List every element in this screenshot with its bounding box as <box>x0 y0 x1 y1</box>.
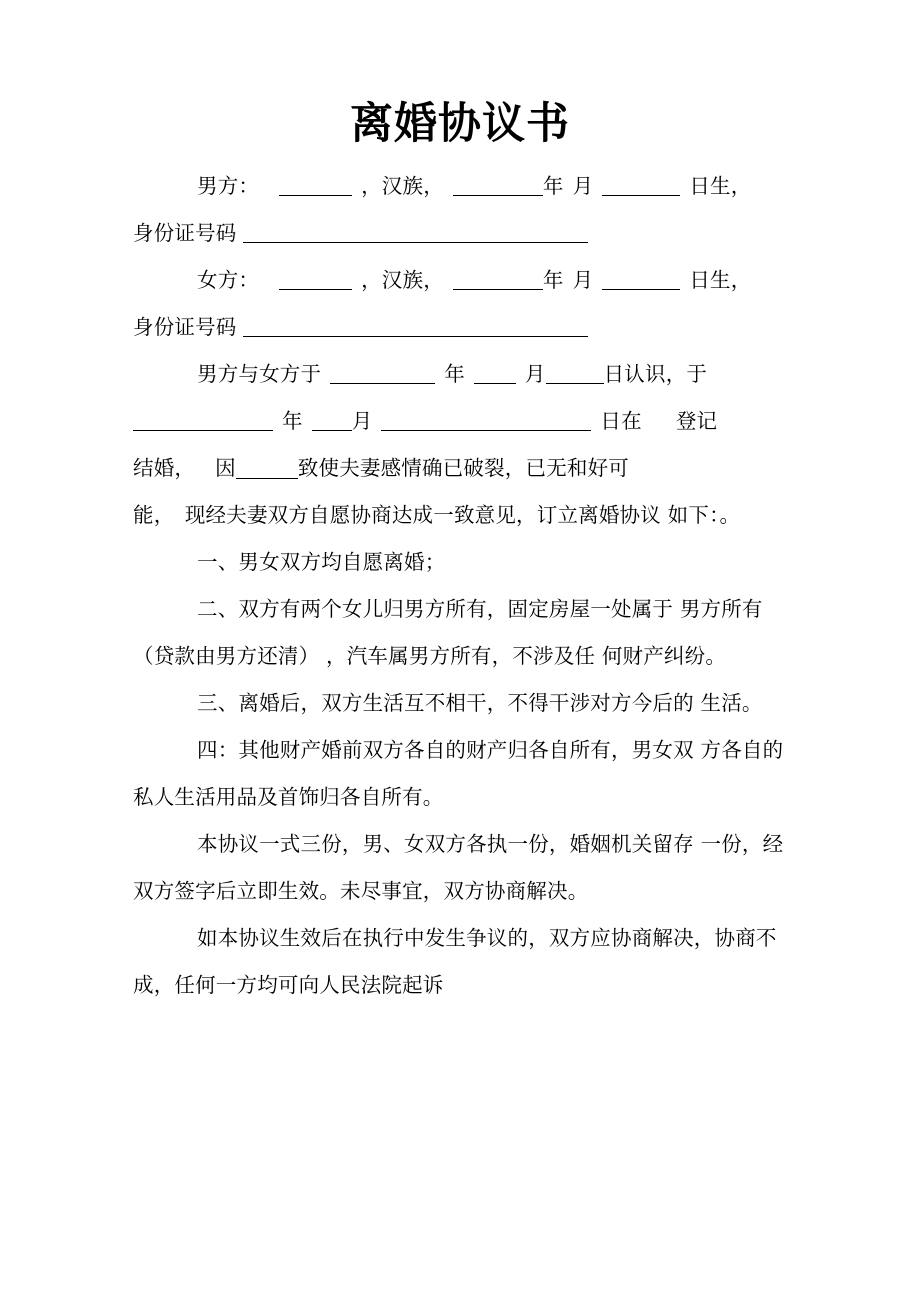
marriage-day-unit: 日在 <box>600 409 642 433</box>
female-party-label: 女方： <box>197 268 260 292</box>
marriage-year-blank[interactable] <box>133 410 273 431</box>
marriage-day-blank[interactable] <box>381 410 591 431</box>
acquaintance-lead: 男方与女方于 <box>197 362 322 386</box>
male-id-line <box>133 210 793 257</box>
marriage-month-blank[interactable] <box>312 410 352 431</box>
male-name-blank[interactable] <box>279 175 352 196</box>
female-birth-day-blank[interactable] <box>602 269 680 290</box>
registration-label: 登记 <box>675 409 718 433</box>
marriage-month-unit: 月 <box>351 409 373 433</box>
acquaintance-month-blank[interactable] <box>474 363 516 384</box>
acquaintance-day-unit: 日认识，于 <box>603 362 708 386</box>
clause-item-2 <box>133 586 793 680</box>
male-party-label: 男方： <box>197 174 260 198</box>
female-party-line <box>133 257 793 304</box>
marry-lead-label: 结婚， <box>133 456 196 480</box>
male-id-label: 身份证号码 <box>133 221 237 245</box>
male-party-line <box>133 163 793 210</box>
clause-text: 一、男女双方均自愿离婚； <box>197 550 446 574</box>
breakdown-reason-line <box>133 445 793 492</box>
male-id-blank[interactable] <box>243 222 588 243</box>
female-birth-year-blank[interactable] <box>453 269 543 290</box>
closing-paragraph-2 <box>133 915 793 1009</box>
breakdown-reason-blank[interactable] <box>236 458 298 479</box>
clause-item-3 <box>133 680 793 727</box>
clause-text: 二、双方有两个女儿归男方所有，固定房屋一处属于 男方所有（贷款由男方还清） ，汽车属男方所有，不涉及任 何财产纠纷。 <box>133 597 763 668</box>
reason-tail-label: 致使夫妻感情确已破裂，已无和好可 <box>297 456 630 480</box>
male-birth-year-blank[interactable] <box>453 175 543 196</box>
acquaintance-year-blank[interactable] <box>330 363 435 384</box>
female-name-blank[interactable] <box>279 269 352 290</box>
clause-item-1 <box>133 539 793 586</box>
page-title: 离婚协议书 <box>350 99 570 149</box>
male-day-unit: 日生， <box>689 174 752 198</box>
closing-text: 如本协议生效后在执行中发生争议的，双方应协商解决，协商不成，任何一方均可向人民法院起诉 <box>133 926 777 997</box>
male-month-unit: 月 <box>572 174 594 198</box>
female-month-unit: 月 <box>572 268 594 292</box>
female-id-label: 身份证号码 <box>133 315 237 339</box>
clause-item-4 <box>133 727 793 821</box>
clause-text: 三、离婚后，双方生活互不相干，不得干涉对方今后的 生活。 <box>197 691 763 715</box>
male-year-unit: 年 <box>542 174 564 198</box>
female-day-unit: 日生， <box>689 268 752 292</box>
acquaintance-year-unit: 年 <box>444 362 465 386</box>
female-ethnicity-label: ，汉族， <box>361 268 444 292</box>
reason-lead-label: 因 <box>215 456 236 480</box>
consensus-line: 能， 现经夫妻双方自愿协商达成一致意见，订立离婚协议 如下：。 <box>133 503 741 527</box>
clause-text: 四：其他财产婚前双方各自的财产归各自所有，男女双 方各自的私人生活用品及首饰归各自所有。 <box>133 738 784 809</box>
closing-paragraph-1 <box>133 821 793 915</box>
acquaintance-line <box>133 351 793 398</box>
acquaintance-day-blank[interactable] <box>546 363 604 384</box>
acquaintance-month-unit: 月 <box>524 362 546 386</box>
closing-text: 本协议一式三份，男、女双方各执一份，婚姻机关留存 一份，经双方签字后立即生效。未尽事宜，双方协商解决。 <box>133 832 784 903</box>
document-body <box>133 163 793 1009</box>
marriage-year-unit: 年 <box>282 409 303 433</box>
registration-line <box>133 398 793 445</box>
female-id-line <box>133 304 793 351</box>
male-ethnicity-label: ，汉族， <box>361 174 444 198</box>
female-year-unit: 年 <box>542 268 564 292</box>
male-birth-day-blank[interactable] <box>602 175 680 196</box>
female-id-blank[interactable] <box>243 316 588 337</box>
